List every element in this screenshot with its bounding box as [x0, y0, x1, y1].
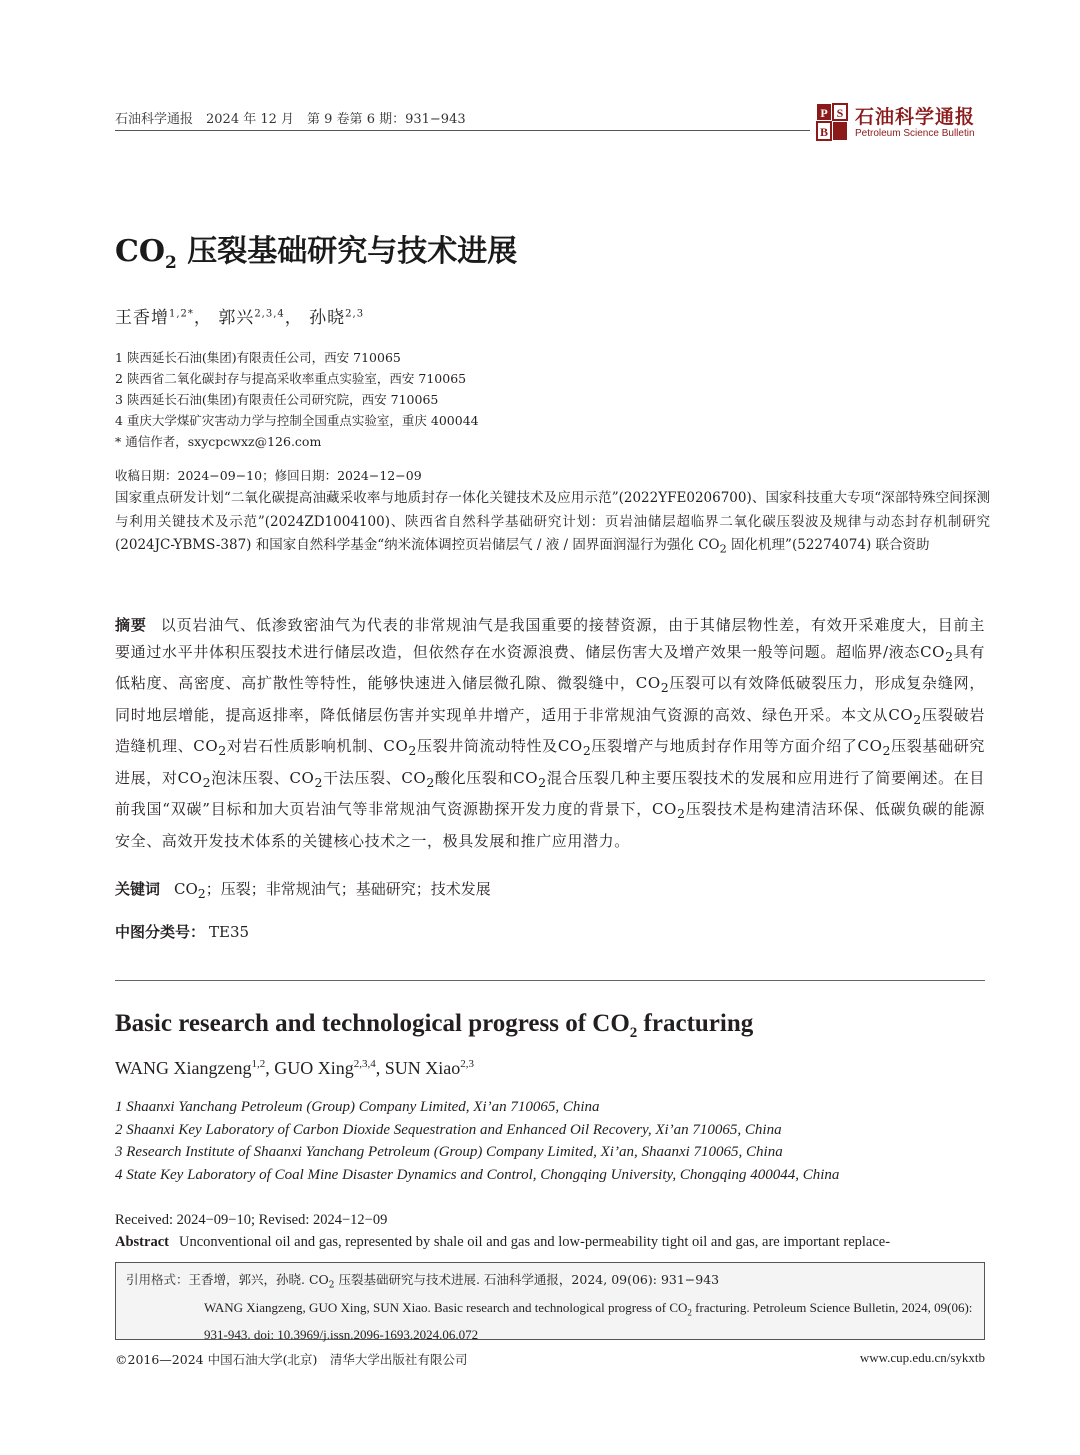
- copyright-footer: ©2016—2024 中国石油大学(北京) 清华大学出版社有限公司: [115, 1352, 468, 1367]
- classification-label: 中图分类号：: [115, 923, 206, 941]
- affiliations-cn: [115, 347, 479, 452]
- svg-text:B: B: [819, 125, 829, 139]
- abstract-en: Abstract Unconventional oil and gas, represented by shale oil and gas and low-permeability tight oil and gas, are important replace-: [115, 1234, 891, 1250]
- keywords-label: 关键词: [115, 880, 161, 898]
- author-name: SUN Xiao: [384, 1058, 461, 1078]
- affiliation-line: 3 Research Institute of Shaanxi Yanchang Petroleum (Group) Company Limited, Xi’an, Shaanxi 710065, China: [115, 1144, 783, 1160]
- citation-cn: 引用格式：王香增，郭兴，孙晓. $CO_2$ 压裂基础研究与技术进展. 石油科学通报，2024, 09(06): 931−943: [126, 1272, 720, 1291]
- author-name: 孙晓: [309, 308, 346, 328]
- paper-title-cn: $CO_2$ 压裂基础研究与技术进展: [115, 234, 518, 273]
- author-name: GUO Xing: [274, 1058, 354, 1078]
- citation-label: 引用格式：: [126, 1272, 189, 1287]
- affiliation-line: 1 Shaanxi Yanchang Petroleum (Group) Company Limited, Xi’an 710065, China: [115, 1099, 600, 1115]
- affiliation-line: 1 陕西延长石油(集团)有限责任公司，西安 710065: [115, 350, 401, 365]
- author-name: 王香增: [115, 308, 169, 328]
- abstract-label-en: Abstract: [115, 1234, 169, 1250]
- logo-title-en: Petroleum Science Bulletin: [855, 128, 975, 139]
- affiliations-en: [115, 1096, 839, 1186]
- citation-box: [115, 1262, 985, 1343]
- authors-en: WANG Xiangzeng$^{1,2}$, GUO Xing$^{2,3,4}$, SUN Xiao$^{2,3}$: [115, 1058, 474, 1078]
- paper-title-en: Basic research and technological progress of $CO_2$ fracturing: [115, 1010, 754, 1041]
- funding-cn: 国家重点研发计划“二氧化碳提高油藏采收率与地质封存一体化关键技术及应用示范”(2022YFE0206700)、国家科技重大专项“深部特殊空间探测与利用关键技术及示范”(2024ZD1004100)、陕西省自然科学基础研究计划：页岩油储层超临界二氧化碳压裂波及规律与动态封存机制研究 (2024JC-YBMS-387) 和国家自然科学基金“纳米流体调控页岩储层气 / 液 / 固界面润湿行为强化 $CO_2$ 固化机理”(52274074) 联合资助: [115, 490, 990, 556]
- corresponding-author: * 通信作者，sxycpcwxz@126.com: [115, 434, 322, 449]
- svg-text:S: S: [836, 106, 844, 120]
- journal-logo: [815, 100, 985, 145]
- affiliation-line: 4 State Key Laboratory of Coal Mine Disaster Dynamics and Control, Chongqing University, Chongqing 400044, China: [115, 1166, 840, 1183]
- affiliation-line: 4 重庆大学煤矿灾害动力学与控制全国重点实验室，重庆 400044: [115, 413, 479, 428]
- author-name: WANG Xiangzeng: [115, 1058, 252, 1078]
- authors-cn: 王香增$^{1,2*}$， 郭兴$^{2,3,4}$， 孙晓$^{2,3}$: [115, 308, 365, 328]
- logo-title-cn: 石油科学通报: [855, 106, 976, 128]
- abstract-label-cn: 摘要: [115, 616, 147, 634]
- classification-cn: [115, 921, 249, 942]
- author-name: 郭兴: [218, 308, 255, 328]
- header-rule: [115, 130, 810, 131]
- dates-en: Received: 2024−09−10; Revised: 2024−12−09: [115, 1212, 388, 1228]
- svg-text:P: P: [820, 106, 828, 120]
- citation-en: WANG Xiangzeng, GUO Xing, SUN Xiao. Basic research and technological progress of $CO_2$ fracturing. Petroleum Science Bulletin, 2024, 09(06): 931-943. doi: 10.3969/j.issn.2096-1693.2024.06.072: [204, 1300, 973, 1343]
- dates-cn: 收稿日期：2024−09−10；修回日期：2024−12−09: [115, 468, 422, 483]
- affiliation-line: 2 陕西省二氧化碳封存与提高采收率重点实验室，西安 710065: [115, 371, 467, 386]
- abstract-cn: 摘要 以页岩油气、低渗致密油气为代表的非常规油气是我国重要的接替资源，由于其储层物性差，有效开采难度大，目前主要通过水平井体积压裂技术进行储层改造，但依然存在水资源浪费、储层伤害大及增产效果一般等问题。超临界/液态$CO_2$具有低粘度、高密度、高扩散性等特性，能够快速进入储层微孔隙、微裂缝中，$CO_2$压裂可以有效降低破裂压力，形成复杂缝网，同时地层增能，提高返排率，降低储层伤害并实现单井增产，适用于非常规油气资源的高效、绿色开采。本文从$CO_2$压裂破岩造缝机理、$CO_2$对岩石性质影响机制、$CO_2$压裂井筒流动特性及$CO_2$压裂增产与地质封存作用等方面介绍了$CO_2$压裂基础研究进展，对$CO_2$泡沫压裂、$CO_2$干法压裂、$CO_2$酸化压裂和$CO_2$混合压裂几种主要压裂技术的发展和应用进行了简要阐述。在目前我国“双碳”目标和加大页岩油气等非常规油气资源勘探开发力度的背景下，$CO_2$压裂技术是构建清洁环保、低碳负碳的能源安全、高效开发技术体系的关键核心技术之一，极具发展和推广应用潜力。: [115, 616, 986, 850]
- psb-logo-icon: [815, 102, 849, 142]
- keywords-cn: 关键词 $CO_2$；压裂；非常规油气；基础研究；技术发展: [115, 880, 491, 901]
- journal-url[interactable]: www.cup.edu.cn/sykxtb: [859, 1350, 985, 1365]
- page-header: [115, 100, 985, 150]
- affiliation-line: 3 陕西延长石油(集团)有限责任公司研究院，西安 710065: [115, 392, 439, 407]
- classification-value: TE35: [209, 923, 250, 941]
- journal-info: 石油科学通报 2024 年 12 月 第 9 卷第 6 期：931−943: [115, 112, 466, 127]
- section-divider: [115, 980, 985, 981]
- affiliation-line: 2 Shaanxi Key Laboratory of Carbon Dioxide Sequestration and Enhanced Oil Recovery, Xi’an 710065, China: [115, 1121, 782, 1138]
